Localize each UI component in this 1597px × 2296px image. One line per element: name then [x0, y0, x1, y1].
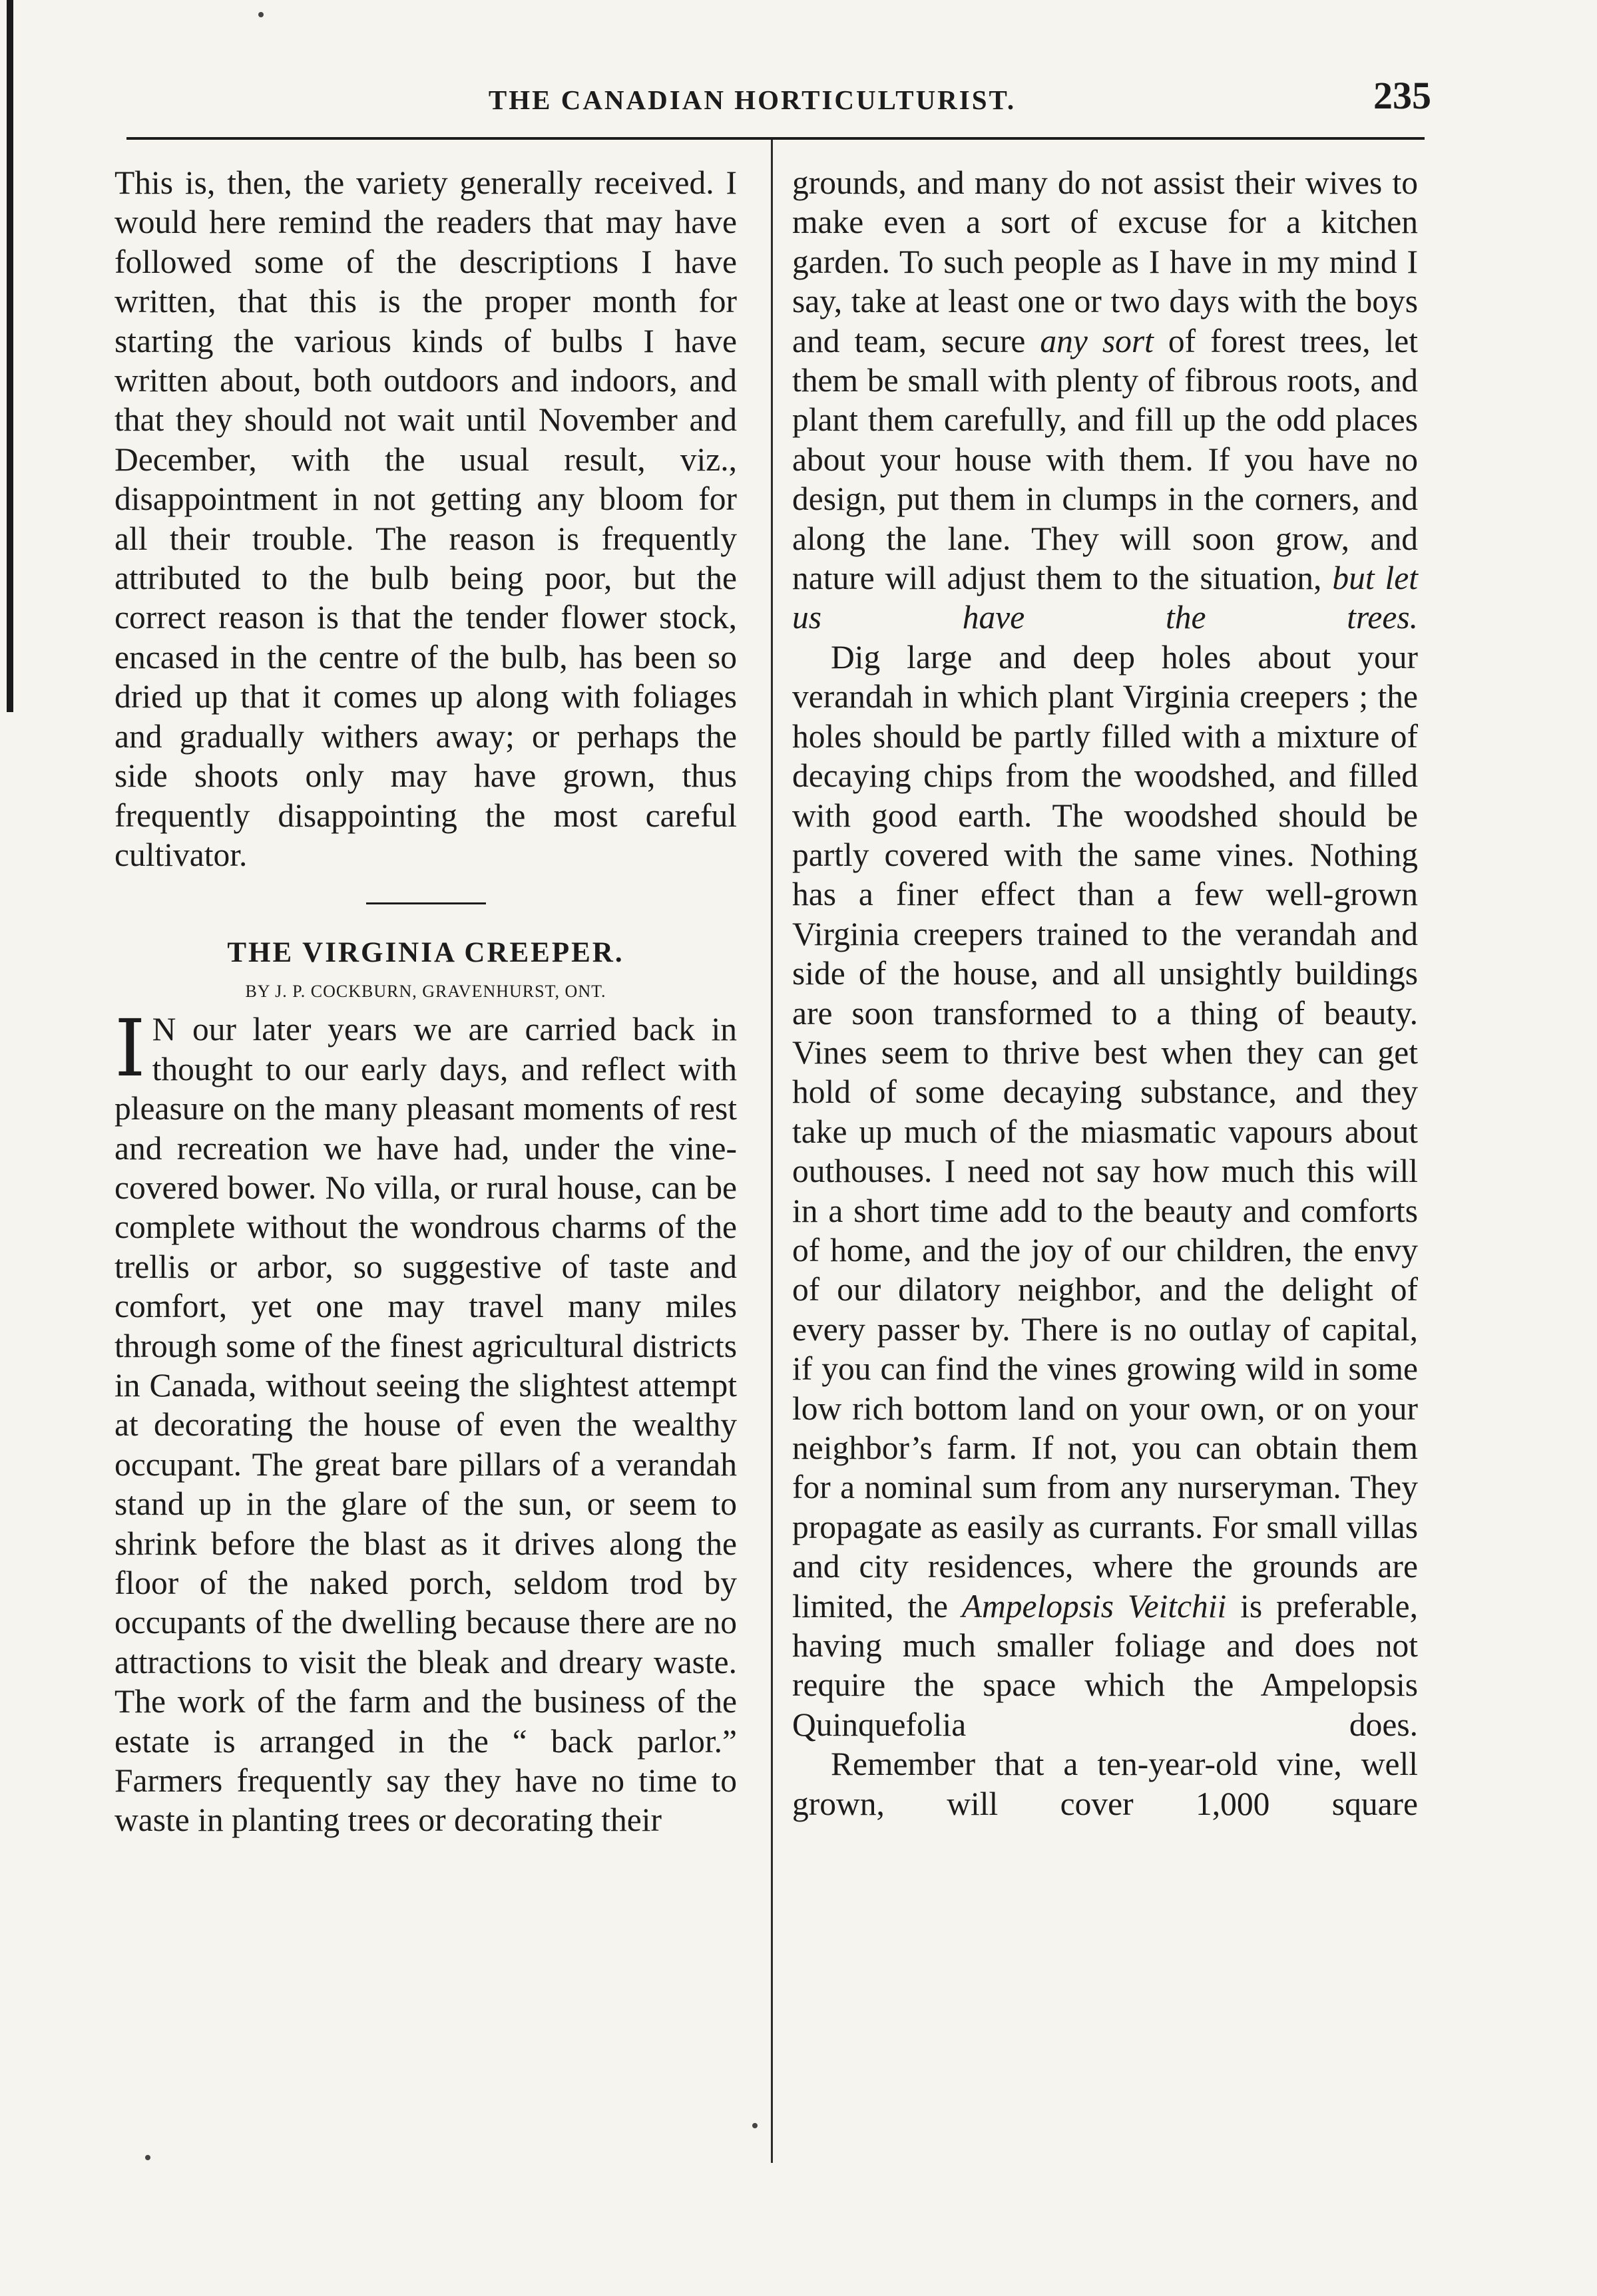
- emphasis-any-sort: any sort: [1040, 322, 1154, 359]
- text-run: Dig large and deep holes about your verandah in which plant Virginia creepers ; the holes should be partly filled with a mixture of decaying chips from the woodshed, and filled with good earth. The woodshed should be partly covered with the same vines. Nothing has a finer effect than a few well-grown Virginia creepers trained to the verandah and side of the house, and all unsightly buildings are soon transformed to a thing of beauty. Vines seem to thrive best when they can get hold of some decaying substance, and they take up much of the miasmatic vapours about outhouses. I need not say how much this will in a short time add to the beauty and comforts of home, and the joy of our children, the envy of our dilatory neighbor, and the delight of every passer by. There is no outlay of capital, if you can find the vines growing wild in some low rich bottom land on your own, or on your neighbor’s farm. If not, you can obtain them for a nominal sum from any nurseryman. They propagate as easily as currants. For small villas and city residences, where the grounds are limited, the: [792, 638, 1418, 1625]
- emphasis-ampelopsis: Ampelopsis Veitchii: [961, 1587, 1227, 1625]
- paragraph-remember: Remember that a ten-year-old vine, well grown, will cover 1,000 square: [792, 1746, 1418, 1822]
- byline: BY J. P. COCKBURN, GRAVENHURST, ONT.: [245, 982, 606, 1002]
- text-run: grounds, and many do not assist their wives to make even a sort of excuse for a kitchen garden. To such people as I have in my mind I say, take at least one or two days with the boys and team, secure: [792, 164, 1418, 359]
- binding-edge: [7, 0, 13, 712]
- column-divider: [771, 140, 773, 2163]
- running-head: THE CANADIAN HORTICULTURIST.: [488, 85, 1017, 115]
- left-column: [114, 163, 737, 1840]
- text-run: of forest trees, let them be small with plenty of fibrous roots, and plant them carefully, and fill up the odd places about your house with them. If you have no design, put them in clumps in the corners, and along the lane. They will soon grow, and nature will adjust them to the situation,: [792, 322, 1419, 597]
- right-column: [792, 163, 1418, 1823]
- article-title: THE VIRGINIA CREEPER.: [227, 937, 624, 969]
- ink-speck: [752, 2123, 758, 2128]
- header-rule: [126, 137, 1425, 140]
- ink-speck: [258, 12, 264, 17]
- paragraph-creepers: [792, 638, 1418, 1744]
- text-run: is preferable, having much smaller foliage and does not require the space which the Ampelopsis Quinquefolia does.: [792, 1587, 1418, 1743]
- section-rule: [366, 902, 486, 904]
- paragraph-intro: [114, 1002, 737, 1840]
- paragraph-intro-text: N our later years we are carried back in thought to our early days, and reflect with pleasure on the many pleasant moments of rest and recreation we have had, under the vine-covered bower. No villa, or rural house, can be complete without the wondrous charms of the trellis or arbor, so suggestive of taste and comfort, yet one may travel many miles through some of the finest agricultural districts in Canada, without seeing the slightest attempt at decorating the house of even the wealthy occupant. The great bare pillars of a verandah stand up in the glare of the sun, or seem to shrink before the blast as it drives along the floor of the naked porch, seldom trod by occupants of the dwelling because there are no attractions to visit the bleak and dreary waste. The work of the farm and the business of the estate is arranged in the “ back parlor.” Farmers frequently say they have no time to waste in planting trees or decorating their: [114, 1011, 737, 1839]
- page-number: 235: [1373, 74, 1431, 117]
- paragraph-bulbs: This is, then, the variety generally received. I would here remind the readers that may have followed some of the descriptions I have written, that this is the proper month for starting the various kinds of bulbs I have written about, both outdoors and indoors, and that they should not wait until November and December, with the usual result, viz., disappointment in not getting any bloom for all their trouble. The reason is frequently attributed to the bulb being poor, but the correct reason is that the tender flower stock, encased in the centre of the bulb, has been so dried up that it comes up along with foliages and gradually withers away; or perhaps the side shoots only may have grown, thus frequently disappointing the most careful cultivator.: [114, 164, 737, 873]
- drop-cap: I: [114, 1002, 146, 1095]
- paragraph-trees: [792, 163, 1418, 638]
- emphasis-trees: but let us have the trees.: [792, 560, 1419, 636]
- ink-speck: [145, 2155, 150, 2160]
